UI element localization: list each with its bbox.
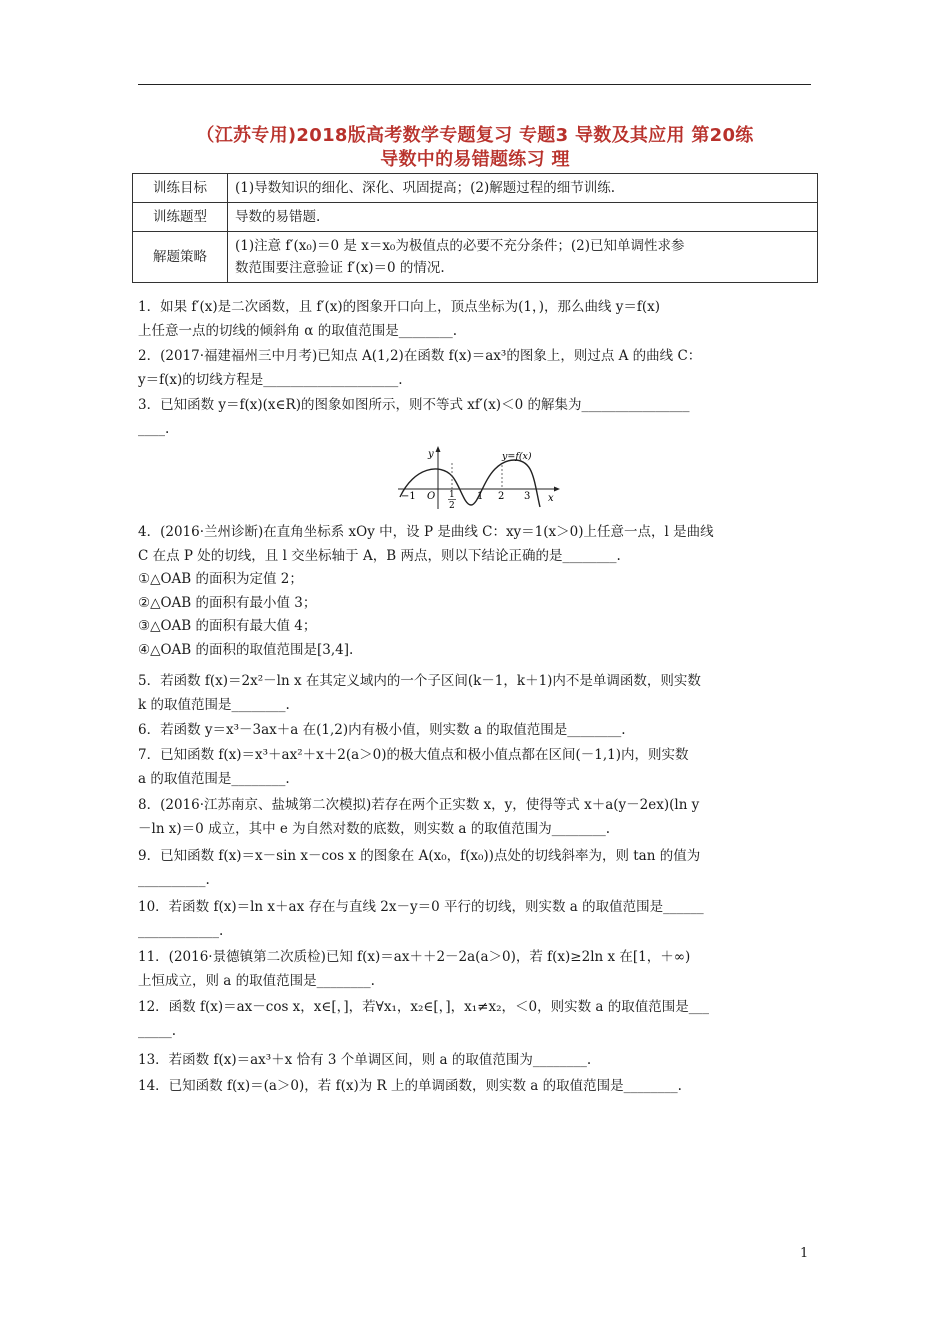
y-axis-arrow	[436, 446, 441, 452]
question-line: 10．若函数 f(x)＝ln x＋ax 存在与直线 2x－y＝0 平行的切线，则实数 a 的取值范围是______	[138, 899, 704, 915]
table-header-cell: 训练题型	[133, 203, 228, 232]
training-info-table	[132, 173, 818, 283]
tick-label-half-denominator: 2	[449, 501, 455, 511]
origin-label: O	[427, 491, 436, 502]
question-line: 13．若函数 f(x)＝ax³＋x 恰有 3 个单调区间，则 a 的取值范围为________.	[138, 1052, 592, 1068]
curve-f	[400, 460, 540, 507]
option-item: ③△OAB 的面积有最大值 4；	[138, 618, 317, 634]
question-line: _____.	[138, 1022, 177, 1039]
curve-label: y=f(x)	[502, 451, 532, 462]
function-graph-figure	[394, 443, 564, 513]
question-13	[138, 1049, 814, 1073]
question-line: ____________.	[138, 922, 224, 939]
question-line: 5．若函数 f(x)＝2x²－ln x 在其定义域内的一个子区间(k－1，k＋1)内不是单调函数，则实数	[138, 673, 701, 689]
question-line: y＝f(x)的切线方程是____________________.	[138, 371, 403, 388]
tick-label-1: 1	[477, 491, 484, 502]
table-content-cell	[228, 174, 818, 203]
table-content-cell	[228, 232, 818, 283]
question-12	[138, 996, 814, 1043]
question-line: a 的取值范围是________.	[138, 770, 290, 787]
question-9	[138, 845, 814, 892]
question-line: 14．已知函数 f(x)＝(a＞0)，若 f(x)为 R 上的单调函数，则实数 a 的取值范围是________.	[138, 1078, 682, 1094]
y-axis-label: y	[428, 449, 434, 460]
question-4	[138, 521, 814, 662]
question-line: __________.	[138, 871, 210, 888]
question-line: 9．已知函数 f(x)＝x－sin x－cos x 的图象在 A(x₀，f(x₀))点处的切线斜率为，则 tan 的值为	[138, 848, 701, 864]
question-7	[138, 744, 814, 791]
question-line: ____.	[138, 420, 170, 437]
question-8	[138, 794, 814, 841]
question-line: C 在点 P 处的切线，且 l 交坐标轴于 A，B 两点，则以下结论正确的是________.	[138, 547, 621, 564]
question-line: 2．(2017·福建福州三中月考)已知点 A(1,2)在函数 f(x)＝ax³的图象上，则过点 A 的曲线 C：	[138, 348, 702, 364]
tick-label-3: 3	[524, 491, 531, 502]
question-14	[138, 1075, 814, 1099]
question-line: 12．函数 f(x)＝ax－cos x，x∈[，]，若∀x₁，x₂∈[，]，x₁≠x₂，＜0，则实数 a 的取值范围是___	[138, 999, 709, 1015]
question-2	[138, 345, 814, 392]
table-row	[133, 232, 818, 283]
question-line: －ln x)＝0 成立，其中 e 为自然对数的底数，则实数 a 的取值范围为________.	[138, 820, 611, 837]
tick-label-half-numerator: 1	[449, 490, 455, 500]
table-content-line: (1)导数知识的细化、深化、巩固提高；(2)解题过程的细节训练.	[235, 180, 616, 196]
question-line: 上任意一点的切线的倾斜角 α 的取值范围是________.	[138, 322, 457, 339]
question-11	[138, 946, 814, 993]
question-line: 7．已知函数 f(x)＝x³＋ax²＋x＋2(a＞0)的极大值点和极小值点都在区间(－1,1)内，则实数	[138, 747, 689, 763]
tick-label-2: 2	[498, 491, 505, 502]
option-item: ②△OAB 的面积有最小值 3；	[138, 594, 317, 611]
table-content-line: 数范围要注意验证 f′(x)＝0 的情况.	[235, 260, 445, 276]
title-line-2: 导数中的易错题练习 理	[380, 149, 570, 170]
question-5	[138, 670, 814, 717]
table-row	[133, 174, 818, 203]
tick-label-neg1: −1	[401, 491, 416, 502]
question-line: 4．(2016·兰州诊断)在直角坐标系 xOy 中，设 P 是曲线 C：xy＝1(x＞0)上任意一点，l 是曲线	[138, 524, 714, 540]
table-row	[133, 203, 818, 232]
table-header-cell: 解题策略	[133, 232, 228, 283]
top-rule	[138, 84, 811, 85]
question-line: 1．如果 f′(x)是二次函数，且 f′(x)的图象开口向上，顶点坐标为(1，)，那么曲线 y＝f(x)	[138, 299, 661, 315]
question-10	[138, 896, 814, 943]
question-line: k 的取值范围是________.	[138, 696, 290, 713]
table-header-cell: 训练目标	[133, 174, 228, 203]
page-title	[130, 124, 820, 172]
table-content-line: (1)注意 f′(x₀)＝0 是 x＝x₀为极值点的必要不充分条件；(2)已知单调性求参	[235, 238, 685, 254]
option-item: ①△OAB 的面积为定值 2；	[138, 571, 303, 587]
question-1	[138, 296, 814, 343]
question-line: 3．已知函数 y＝f(x)(x∈R)的图象如图所示，则不等式 xf′(x)＜0 的解集为________________	[138, 397, 690, 413]
table-content-cell	[228, 203, 818, 232]
x-axis-arrow	[554, 487, 560, 492]
question-line: 6．若函数 y＝x³－3ax＋a 在(1,2)内有极小值，则实数 a 的取值范围是________.	[138, 722, 626, 738]
option-item: ④△OAB 的面积的取值范围是[3,4].	[138, 641, 354, 658]
question-line: 8．(2016·江苏南京、盐城第二次模拟)若存在两个正实数 x，y，使得等式 x＋a(y－2ex)(ln y	[138, 797, 700, 813]
x-axis-label: x	[548, 493, 554, 504]
title-line-1: （江苏专用)2018版高考数学专题复习 专题3 导数及其应用 第20练	[196, 125, 754, 146]
question-3	[138, 394, 814, 441]
page-number: 1	[800, 1246, 809, 1261]
table-content-line: 导数的易错题.	[235, 209, 321, 225]
question-line: 上恒成立，则 a 的取值范围是________.	[138, 972, 375, 989]
question-line: 11．(2016·景德镇第二次质检)已知 f(x)＝ax＋＋2－2a(a＞0)，若 f(x)≥2ln x 在[1，＋∞)	[138, 949, 691, 965]
question-6	[138, 719, 814, 743]
